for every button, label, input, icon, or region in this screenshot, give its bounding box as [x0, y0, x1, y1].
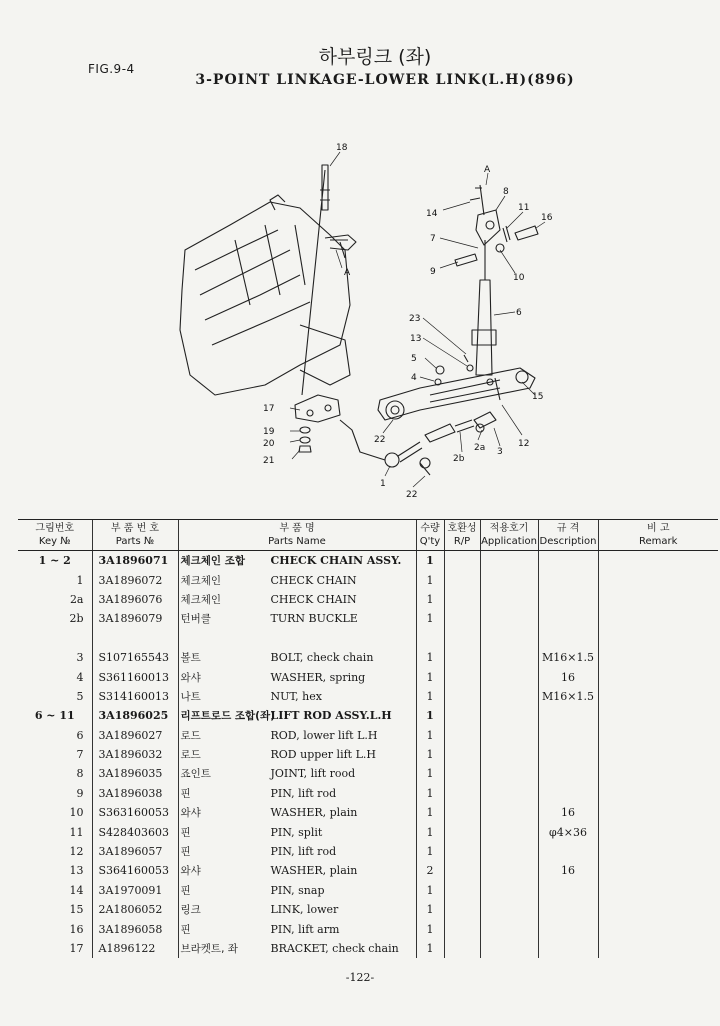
part-name-english: JOINT, lift rood	[270, 767, 356, 781]
table-row	[18, 687, 718, 706]
part-name-english: WASHER, spring	[270, 670, 366, 684]
part-number-cell	[92, 629, 178, 648]
part-name-english: BOLT, check chain	[270, 651, 374, 665]
remark-cell	[598, 764, 718, 783]
application-cell	[480, 900, 538, 919]
description-cell: 16	[538, 667, 598, 686]
callout-label: 13	[410, 334, 422, 344]
callout-label: 7	[430, 234, 436, 244]
description-cell	[538, 881, 598, 900]
part-name-english: ROD, lower lift L.H	[270, 728, 378, 742]
part-name-cell	[178, 570, 416, 589]
part-number-cell: S363160053	[92, 803, 178, 822]
callout-label: 6	[516, 308, 522, 318]
description-cell	[538, 629, 598, 648]
callout-label: 3	[497, 447, 503, 457]
remark-cell	[598, 900, 718, 919]
part-name-cell	[178, 919, 416, 938]
part-name-korean: 핀	[180, 826, 191, 839]
description-cell: 16	[538, 803, 598, 822]
part-name-korean: 와샤	[180, 865, 201, 878]
remark-cell	[598, 726, 718, 745]
header-parts-name: 부 품 명 Parts Name	[178, 520, 416, 551]
callout-label: A	[484, 165, 491, 175]
callout-label: 15	[532, 392, 544, 402]
remark-cell	[598, 745, 718, 764]
header-remark: 비 고 Remark	[598, 520, 718, 551]
description-cell: φ4×36	[538, 822, 598, 841]
qty-cell	[416, 629, 444, 648]
part-name-korean: 체크체인	[180, 574, 222, 587]
table-row	[18, 745, 718, 764]
key-cell: 5	[76, 689, 84, 703]
callout-label: 4	[411, 373, 417, 383]
remark-cell	[598, 590, 718, 609]
remark-cell	[598, 648, 718, 667]
part-name-korean: 턴버클	[180, 613, 211, 626]
application-cell	[480, 590, 538, 609]
part-number-cell: S107165543	[92, 648, 178, 667]
part-name-korean: 핀	[180, 846, 191, 859]
qty-cell: 1	[416, 726, 444, 745]
parts-list-table	[18, 519, 718, 958]
qty-cell: 1	[416, 764, 444, 783]
part-name-korean: 핀	[180, 787, 191, 800]
part-name-korean: 리프트로드 조합(좌)	[180, 710, 275, 723]
part-number-cell: 3A1896071	[92, 551, 178, 571]
description-cell	[538, 590, 598, 609]
parts-table-body	[18, 551, 718, 959]
rp-cell	[444, 726, 480, 745]
table-row	[18, 706, 718, 725]
rp-cell	[444, 570, 480, 589]
part-name-cell	[178, 648, 416, 667]
part-name-korean: 볼트	[180, 652, 201, 665]
callout-label: 5	[411, 354, 417, 364]
application-cell	[480, 939, 538, 958]
rp-cell	[444, 629, 480, 648]
rp-cell	[444, 939, 480, 958]
application-cell	[480, 881, 538, 900]
part-number-cell: S314160013	[92, 687, 178, 706]
rp-cell	[444, 881, 480, 900]
part-name-english: WASHER, plain	[270, 864, 358, 878]
table-header-row	[18, 520, 718, 551]
rp-cell	[444, 842, 480, 861]
application-cell	[480, 570, 538, 589]
application-cell	[480, 803, 538, 822]
description-cell	[538, 609, 598, 628]
application-cell	[480, 609, 538, 628]
callout-label: 19	[263, 427, 275, 437]
header-rp: 호환성 R/P	[444, 520, 480, 551]
description-cell	[538, 551, 598, 571]
callout-label: 20	[263, 439, 275, 449]
part-name-english: CHECK CHAIN	[270, 592, 357, 606]
part-name-cell	[178, 900, 416, 919]
remark-cell	[598, 784, 718, 803]
application-cell	[480, 842, 538, 861]
description-cell	[538, 784, 598, 803]
callout-label: 9	[430, 267, 436, 277]
part-number-cell: 3A1970091	[92, 881, 178, 900]
part-name-cell	[178, 706, 416, 725]
title-korean: 하부링크 (좌)	[318, 46, 432, 68]
part-name-korean: 브라켓트, 좌	[180, 943, 238, 955]
part-name-cell	[178, 803, 416, 822]
part-name-english: PIN, snap	[270, 883, 325, 897]
callout-label: 2a	[474, 443, 486, 453]
application-cell	[480, 764, 538, 783]
application-cell	[480, 667, 538, 686]
part-name-cell	[178, 745, 416, 764]
table-row	[18, 822, 718, 841]
rp-cell	[444, 900, 480, 919]
part-number-cell: 3A1896079	[92, 609, 178, 628]
header-key: 그림번호 Key №	[18, 520, 92, 551]
key-cell: 12	[69, 845, 84, 859]
part-name-english: CHECK CHAIN ASSY.	[270, 554, 402, 568]
callout-label: 22	[406, 490, 418, 500]
description-cell	[538, 900, 598, 919]
part-number-cell: 3A1896076	[92, 590, 178, 609]
part-name-cell	[178, 687, 416, 706]
rp-cell	[444, 706, 480, 725]
part-name-english: PIN, split	[270, 825, 323, 839]
key-cell: 11	[69, 825, 84, 839]
qty-cell: 1	[416, 939, 444, 958]
bracket-17	[295, 395, 340, 422]
application-cell	[480, 648, 538, 667]
part-name-english: PIN, lift rod	[270, 786, 337, 800]
part-name-english: CHECK CHAIN	[270, 573, 357, 587]
part-name-cell	[178, 551, 416, 571]
lift-rod-joint-8	[476, 210, 500, 245]
table-row	[18, 629, 718, 648]
part-name-cell	[178, 764, 416, 783]
part-name-korean: 와샤	[180, 807, 201, 820]
description-cell	[538, 726, 598, 745]
description-cell: M16×1.5	[538, 648, 598, 667]
description-cell: 16	[538, 861, 598, 880]
key-cell: 16	[69, 922, 84, 936]
remark-cell	[598, 881, 718, 900]
application-cell	[480, 745, 538, 764]
table-row	[18, 881, 718, 900]
part-number-cell: 3A1896057	[92, 842, 178, 861]
part-name-cell	[178, 629, 416, 648]
remark-cell	[598, 687, 718, 706]
key-cell: 7	[76, 748, 84, 762]
part-number-cell: A1896122	[92, 939, 178, 958]
lower-lift-rod-6	[476, 280, 492, 375]
qty-cell: 1	[416, 745, 444, 764]
table-row	[18, 764, 718, 783]
part-name-cell	[178, 822, 416, 841]
key-cell: 15	[69, 903, 84, 917]
rp-cell	[444, 803, 480, 822]
qty-cell: 1	[416, 590, 444, 609]
qty-cell: 1	[416, 687, 444, 706]
title-english: 3-POINT LINKAGE-LOWER LINK(L.H)(896)	[195, 72, 575, 88]
callout-label: 17	[263, 404, 275, 414]
table-row	[18, 590, 718, 609]
callout-label: 18	[336, 143, 348, 153]
callout-label: 11	[518, 203, 530, 213]
description-cell	[538, 939, 598, 958]
remark-cell	[598, 667, 718, 686]
key-cell: 1	[76, 573, 84, 587]
table-row	[18, 842, 718, 861]
key-cell: 1 ~ 2	[38, 554, 71, 568]
description-cell	[538, 745, 598, 764]
part-name-cell	[178, 861, 416, 880]
table-row	[18, 784, 718, 803]
key-cell: 14	[69, 883, 84, 897]
application-cell	[480, 687, 538, 706]
qty-cell: 1	[416, 822, 444, 841]
part-name-english: PIN, lift rod	[270, 845, 337, 859]
part-name-english: LINK, lower	[270, 903, 339, 917]
rp-cell	[444, 687, 480, 706]
part-name-korean: 체크체인	[180, 593, 222, 606]
table-row	[18, 861, 718, 880]
callout-label: 22	[374, 435, 386, 445]
table-row	[18, 726, 718, 745]
callout-label: 23	[409, 314, 421, 324]
part-name-korean: 와샤	[180, 671, 201, 684]
key-cell: 2a	[69, 592, 84, 606]
part-name-korean: 체크체인 조합	[180, 555, 246, 568]
key-cell: 3	[76, 651, 84, 665]
callout-label: 2b	[453, 454, 465, 464]
callout-label: A	[344, 268, 351, 278]
qty-cell: 1	[416, 706, 444, 725]
part-name-korean: 로드	[180, 729, 201, 742]
rp-cell	[444, 861, 480, 880]
application-cell	[480, 861, 538, 880]
callout-label: 8	[503, 187, 509, 197]
remark-cell	[598, 939, 718, 958]
part-name-cell	[178, 726, 416, 745]
table-row	[18, 667, 718, 686]
key-cell: 17	[69, 942, 84, 955]
qty-cell: 1	[416, 784, 444, 803]
part-name-cell	[178, 609, 416, 628]
part-name-korean: 링크	[180, 904, 201, 917]
qty-cell: 1	[416, 803, 444, 822]
application-cell	[480, 551, 538, 571]
rp-cell	[444, 919, 480, 938]
part-name-english: LIFT ROD ASSY.L.H	[270, 709, 392, 723]
key-cell: 13	[69, 864, 84, 878]
part-number-cell: S364160053	[92, 861, 178, 880]
part-name-cell	[178, 667, 416, 686]
qty-cell: 1	[416, 667, 444, 686]
part-name-korean: 핀	[180, 923, 191, 936]
page-number: -122-	[345, 971, 375, 984]
part-number-cell: 3A1896072	[92, 570, 178, 589]
key-cell: 6	[76, 728, 84, 742]
key-cell	[18, 629, 92, 648]
part-number-cell: 3A1896038	[92, 784, 178, 803]
qty-cell: 1	[416, 900, 444, 919]
application-cell	[480, 629, 538, 648]
qty-cell: 1	[416, 551, 444, 571]
part-name-cell	[178, 590, 416, 609]
application-cell	[480, 822, 538, 841]
remark-cell	[598, 842, 718, 861]
remark-cell	[598, 629, 718, 648]
part-name-korean: 로드	[180, 749, 201, 762]
part-name-english: WASHER, plain	[270, 806, 358, 820]
pin-9	[455, 254, 477, 266]
part-number-cell: S428403603	[92, 822, 178, 841]
table-row	[18, 803, 718, 822]
key-cell: 4	[76, 670, 84, 684]
remark-cell	[598, 803, 718, 822]
part-name-korean: 죠인트	[180, 768, 211, 781]
table-row	[18, 570, 718, 589]
key-cell: 2b	[69, 612, 84, 626]
description-cell	[538, 570, 598, 589]
rp-cell	[444, 551, 480, 571]
rp-cell	[444, 648, 480, 667]
rp-cell	[444, 822, 480, 841]
part-name-english: BRACKET, check chain	[270, 942, 399, 955]
remark-cell	[598, 706, 718, 725]
remark-cell	[598, 822, 718, 841]
table-row	[18, 551, 718, 571]
rp-cell	[444, 609, 480, 628]
part-name-english: NUT, hex	[270, 689, 322, 703]
remark-cell	[598, 609, 718, 628]
header-qty: 수량 Q'ty	[416, 520, 444, 551]
part-name-korean: 핀	[180, 884, 191, 897]
qty-cell: 1	[416, 570, 444, 589]
key-cell: 10	[69, 806, 84, 820]
figure-label: FIG.9-4	[88, 62, 135, 76]
description-cell	[538, 842, 598, 861]
table-row	[18, 939, 718, 958]
qty-cell: 1	[416, 648, 444, 667]
key-cell: 9	[76, 786, 84, 800]
callout-label: 16	[541, 213, 553, 223]
table-row	[18, 648, 718, 667]
part-name-cell	[178, 842, 416, 861]
part-number-cell: S361160013	[92, 667, 178, 686]
remark-cell	[598, 570, 718, 589]
qty-cell: 1	[416, 881, 444, 900]
description-cell	[538, 706, 598, 725]
remark-cell	[598, 861, 718, 880]
application-cell	[480, 726, 538, 745]
rp-cell	[444, 590, 480, 609]
part-name-english: PIN, lift arm	[270, 922, 340, 936]
lower-link-15	[378, 368, 535, 420]
header-parts-number: 부 품 번 호 Parts №	[92, 520, 178, 551]
exploded-parts-diagram	[0, 130, 720, 510]
remark-cell	[598, 551, 718, 571]
qty-cell: 1	[416, 842, 444, 861]
remark-cell	[598, 919, 718, 938]
key-cell: 6 ~ 11	[34, 709, 75, 723]
callout-label: 21	[263, 456, 275, 466]
part-name-english: TURN BUCKLE	[270, 612, 358, 626]
callout-label: 12	[518, 439, 530, 449]
description-cell: M16×1.5	[538, 687, 598, 706]
callout-label: 14	[426, 209, 438, 219]
part-number-cell: 3A1896027	[92, 726, 178, 745]
part-name-cell	[178, 784, 416, 803]
part-number-cell: 3A1896058	[92, 919, 178, 938]
application-cell	[480, 784, 538, 803]
description-cell	[538, 919, 598, 938]
qty-cell: 1	[416, 919, 444, 938]
callout-label: 1	[380, 479, 386, 489]
part-number-cell: 2A1806052	[92, 900, 178, 919]
header-description: 규 격 Description	[538, 520, 598, 551]
table-row	[18, 900, 718, 919]
qty-cell: 2	[416, 861, 444, 880]
part-number-cell: 3A1896025	[92, 706, 178, 725]
part-name-cell	[178, 939, 416, 958]
part-number-cell: 3A1896035	[92, 764, 178, 783]
rp-cell	[444, 745, 480, 764]
turn-buckle-2b	[425, 424, 455, 442]
rp-cell	[444, 667, 480, 686]
part-name-cell	[178, 881, 416, 900]
callout-label: 10	[513, 273, 525, 283]
engine-block-outline	[180, 202, 350, 395]
application-cell	[480, 706, 538, 725]
key-cell: 8	[76, 767, 84, 781]
rp-cell	[444, 784, 480, 803]
lift-arm-pin-16	[515, 226, 538, 240]
header-application: 적용호기 Application	[480, 520, 538, 551]
description-cell	[538, 764, 598, 783]
part-name-english: ROD upper lift L.H	[270, 748, 376, 762]
part-number-cell: 3A1896032	[92, 745, 178, 764]
qty-cell: 1	[416, 609, 444, 628]
rp-cell	[444, 764, 480, 783]
table-row	[18, 609, 718, 628]
part-name-korean: 나트	[180, 690, 201, 703]
application-cell	[480, 919, 538, 938]
table-row	[18, 919, 718, 938]
